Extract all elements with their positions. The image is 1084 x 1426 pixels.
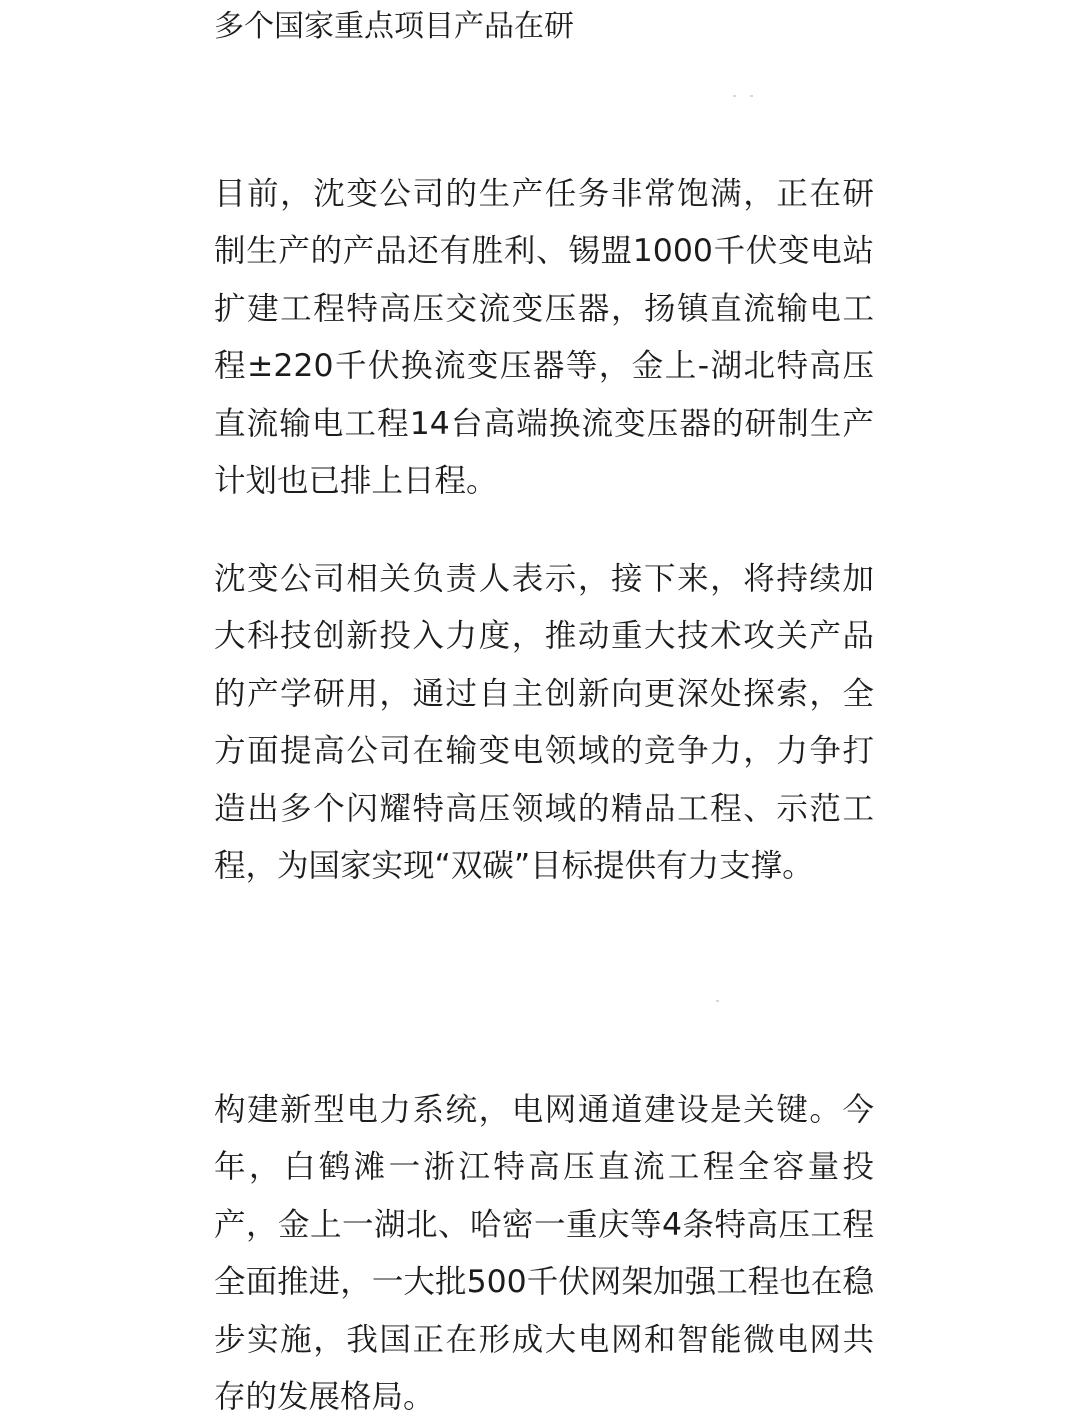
scan-speck (750, 95, 753, 97)
paragraph-production-tasks: 目前，沈变公司的生产任务非常饱满，正在研制生产的产品还有胜利、锡盟1000千伏变电站扩建工程特高压交流变压器，扬镇直流输电工程±220千伏换流变压器等，金上-湖北特高压直流输电工程14台高端换流变压器的研制生产计划也已排上日程。 (214, 176, 874, 500)
scan-speck (716, 1000, 719, 1002)
paragraph-grid-construction: 构建新型电力系统，电网通道建设是关键。今年，白鹤滩一浙江特高压直流工程全容量投产，金上一湖北、哈密一重庆等4条特高压工程全面推进，一大批500千伏网架加强工程也在稳步实施，我国正在形成大电网和智能微电网共存的发展格局。 (214, 1092, 874, 1416)
scan-speck (733, 95, 736, 97)
paragraph-innovation-plan: 沈变公司相关负责人表示，接下来，将持续加大科技创新投入力度，推动重大技术攻关产品的产学研用，通过自主创新向更深处探索，全方面提高公司在输变电领域的竞争力，力争打造出多个闪耀特高压领域的精品工程、示范工程，为国家实现“双碳”目标提供有力支撑。 (214, 561, 874, 885)
article-heading: 多个国家重点项目产品在研 (214, 9, 574, 44)
